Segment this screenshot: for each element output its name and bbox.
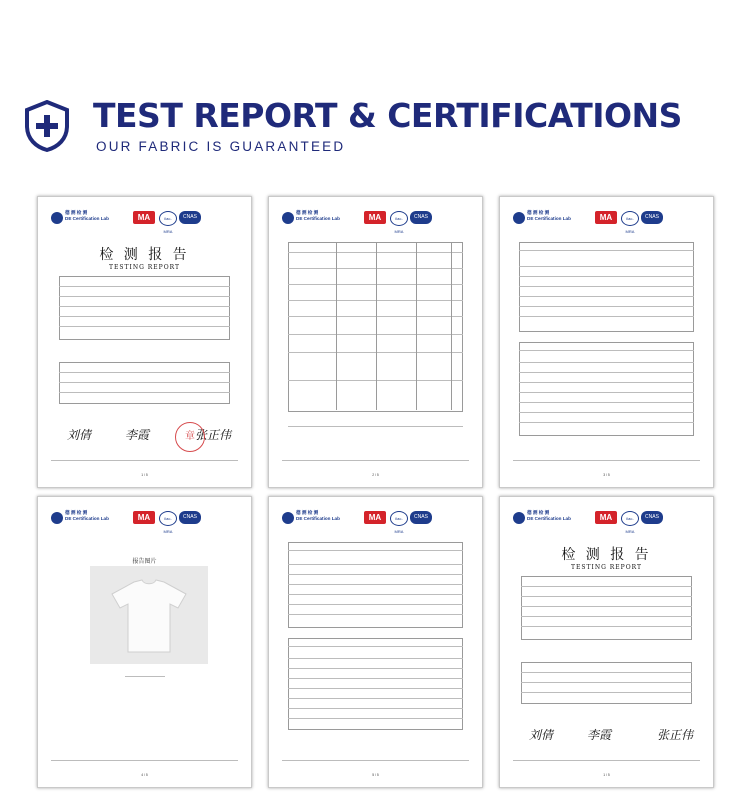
ma-logo: MA [364, 511, 386, 524]
lab-logos [513, 210, 703, 234]
official-stamp: 章 [175, 422, 205, 452]
report-card-3[interactable] [499, 196, 714, 488]
lab-name-cn: 德 测 检 测 [296, 510, 319, 515]
lab-logos [51, 510, 241, 534]
lab-name-en: DE Certification Lab [527, 215, 571, 221]
cnas-logo: CNAS [641, 211, 663, 224]
lab-logos [282, 510, 472, 534]
lab-name-en: DE Certification Lab [296, 515, 340, 521]
labeling-table [288, 638, 463, 730]
signature: 张正伟 [657, 728, 694, 742]
cnas-logo: CNAS [179, 511, 201, 524]
page-title: TEST REPORT & CERTIFICATIONS [93, 96, 682, 135]
cnas-logo: CNAS [641, 511, 663, 524]
page-number: 1 / 5 [603, 773, 610, 777]
photo-title: 报告图片 [132, 559, 157, 565]
lab-name-cn: 德 测 检 测 [296, 210, 319, 215]
report-card-2[interactable] [268, 196, 483, 488]
appearance-table [519, 242, 694, 332]
lab-name-en: DE Certification Lab [527, 515, 571, 521]
de-logo-icon [51, 512, 63, 524]
ilac-logo: ilac-MRA [621, 211, 639, 226]
signature: 刘倩 [67, 428, 92, 442]
lab-name-cn: 德 测 检 测 [527, 510, 550, 515]
lab-name-en: DE Certification Lab [65, 515, 109, 521]
cnas-logo: CNAS [410, 211, 432, 224]
signature: 李霞 [125, 428, 150, 442]
report-card-6[interactable] [499, 496, 714, 788]
ma-logo: MA [133, 211, 155, 224]
lab-name-cn: 德 测 检 测 [65, 510, 88, 515]
signature: 张正伟 [195, 428, 232, 442]
page-number: 1 / 5 [141, 473, 148, 477]
de-logo-icon [282, 512, 294, 524]
report-title-en: TESTING REPORT [570, 564, 643, 571]
page-number: 5 / 5 [372, 773, 379, 777]
page-number: 3 / 5 [603, 473, 610, 477]
de-logo-icon [51, 212, 63, 224]
report-card-4[interactable] [37, 496, 252, 788]
report-title-cn: 检 测 报 告 [561, 547, 652, 563]
lab-logos [513, 510, 703, 534]
ilac-logo: ilac-MRA [390, 511, 408, 526]
tshirt-icon [108, 576, 190, 656]
header [0, 0, 750, 180]
lab-name-cn: 德 测 检 测 [65, 210, 88, 215]
page-subtitle: OUR FABRIC IS GUARANTEED [96, 139, 346, 154]
lab-logos [51, 210, 241, 234]
lab-name-en: DE Certification Lab [296, 215, 340, 221]
ilac-logo: ilac-MRA [159, 211, 177, 226]
page-number: 2 / 5 [372, 473, 379, 477]
de-logo-icon [282, 212, 294, 224]
ilac-logo: ilac-MRA [159, 511, 177, 526]
lab-logos [282, 210, 472, 234]
cnas-logo: CNAS [410, 511, 432, 524]
sample-photo [90, 566, 208, 664]
appearance-table [288, 542, 463, 628]
ma-logo: MA [133, 511, 155, 524]
ilac-logo: ilac-MRA [390, 211, 408, 226]
report-title-cn: 检 测 报 告 [99, 247, 190, 263]
lab-name-cn: 德 测 检 测 [527, 210, 550, 215]
signature: 李霞 [587, 728, 612, 742]
ilac-logo: ilac-MRA [621, 511, 639, 526]
lab-name-en: DE Certification Lab [65, 215, 109, 221]
page-number: 4 / 5 [141, 773, 148, 777]
conclusion-table [59, 362, 230, 404]
de-logo-icon [513, 512, 525, 524]
report-card-1[interactable] [37, 196, 252, 488]
cnas-logo: CNAS [179, 211, 201, 224]
ma-logo: MA [364, 211, 386, 224]
report-card-5[interactable] [268, 496, 483, 788]
conclusion-table [521, 662, 692, 704]
de-logo-icon [513, 212, 525, 224]
shield-plus-icon [24, 100, 70, 152]
report-title-en: TESTING REPORT [108, 264, 181, 271]
signature: 刘倩 [529, 728, 554, 742]
ma-logo: MA [595, 211, 617, 224]
ma-logo: MA [595, 511, 617, 524]
